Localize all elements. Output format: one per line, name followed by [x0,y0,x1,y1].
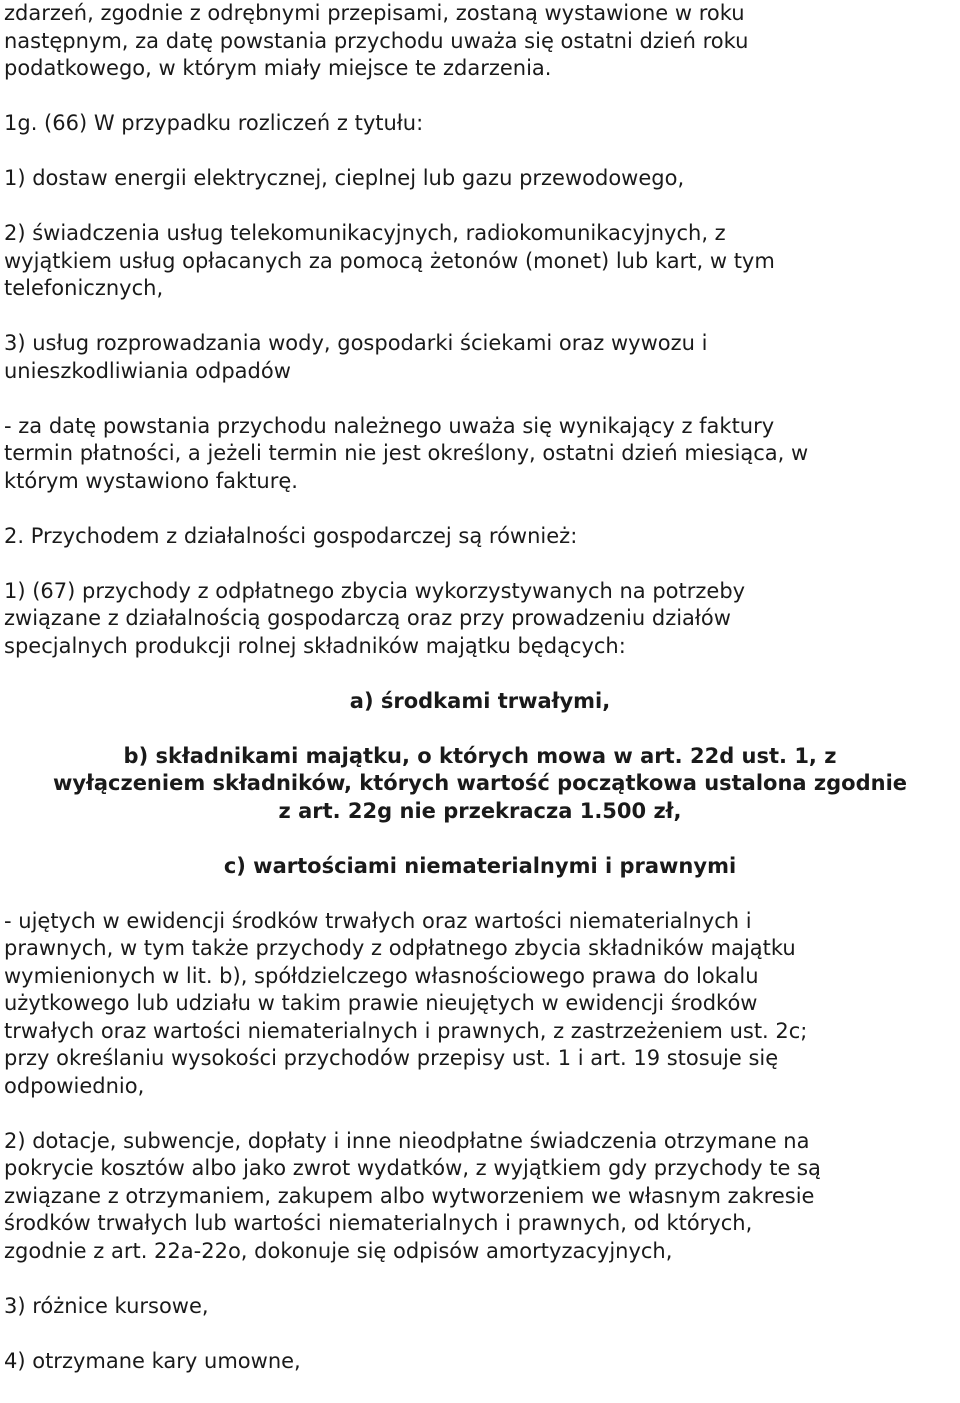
bold-item-c: c) wartościami niematerialnymi i prawnymi [223,853,737,878]
paragraph-payment-date: - za datę powstania przychodu należnego uważa się wynikający z faktury termin płatności, a jeżeli termin nie jest określony, ostatni dzień miesiąca, w którym wystawiono fakturę. [4,413,809,493]
paragraph-1g-heading: 1g. (66) W przypadku rozliczeń z tytułu: [4,111,424,135]
list-item-1-disposal: 1) (67) przychody z odpłatnego zbycia wykorzystywanych na potrzeby związane z działalnością gospodarczą oraz przy prowadzeniu działów specjalnych produkcji rolnej składników majątku będących: [4,578,746,658]
paragraph-2-heading: 2. Przychodem z działalności gospodarczej są również: [4,523,578,548]
list-item-2-telecom: 2) świadczenia usług telekomunikacyjnych, radiokomunikacyjnych, z wyjątkiem usług opłacanych za pomocą żetonów (monet) lub kart, w tym telefonicznych, [4,221,775,300]
list-item-1-energy: 1) dostaw energii elektrycznej, cieplnej lub gazu przewodowego, [4,166,685,190]
paragraph-records: - ujętych w ewidencji środków trwałych oraz wartości niematerialnych i prawnych, w tym także przychody z odpłatnego zbycia składników majątku wymienionych w lit. b), spółdzielczego własnościowego prawa do lokalu użytkowego lub udziału w takim prawie nieujętych w ewidencji środków trwałych oraz wartości niematerialnych i prawnych, z zastrzeżeniem ust. 2c; przy określaniu wysokości przychodów przepisy ust. 1 i art. 19 stosuje się odpowiednio, [4,908,808,1098]
list-item-2-subsidies: 2) dotacje, subwencje, dopłaty i inne nieodpłatne świadczenia otrzymane na pokrycie kosztów albo jako zwrot wydatków, z wyjątkiem gdy przychody te są związane z otrzymaniem, zakupem albo wytworzeniem we własnym zakresie środków trwałych lub wartości niematerialnych i prawnych, od których, zgodnie z art. 22a-22o, dokonuje się odpisów amortyzacyjnych, [4,1128,821,1263]
list-item-3-exchange: 3) różnice kursowe, [4,1293,209,1318]
paragraph-intro-continuation: zdarzeń, zgodnie z odrębnymi przepisami, zostaną wystawione w roku następnym, za datę powstania przychodu uważa się ostatni dzień roku podatkowego, w którym miały miejsce te zdarzenia. [4,1,749,80]
bold-item-b: b) składnikami majątku, o których mowa w art. 22d ust. 1, z wyłączeniem składników, których wartość początkowa ustalona zgodnie z art. 22g nie przekracza 1.500 zł, [52,743,908,823]
list-item-3-water: 3) usług rozprowadzania wody, gospodarki ściekami oraz wywozu i unieszkodliwiania odpadów [4,331,708,383]
bold-item-a: a) środkami trwałymi, [349,688,611,713]
list-item-4-penalties: 4) otrzymane kary umowne, [4,1348,301,1373]
document-body [4,0,956,1403]
